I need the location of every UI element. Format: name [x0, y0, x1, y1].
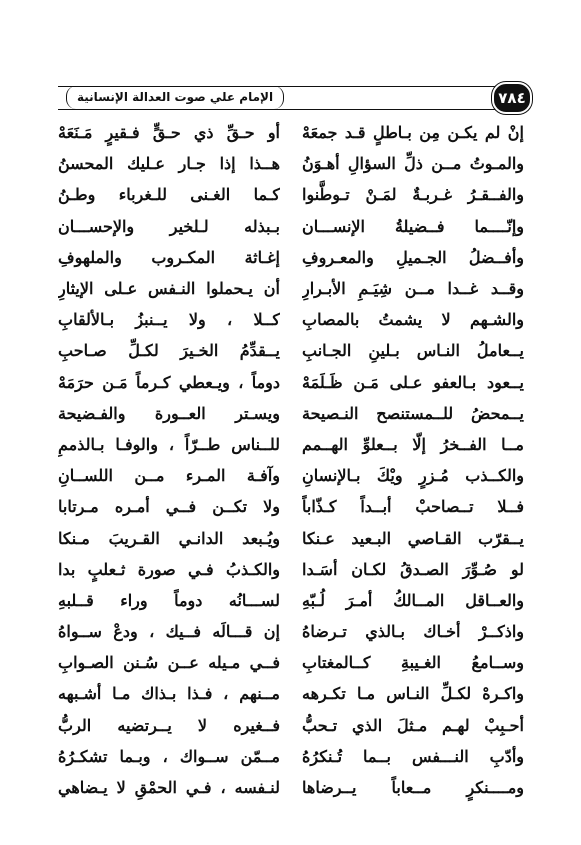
hemistich-left: ولا تكــن فــي أمـره مـرتابا: [58, 497, 280, 517]
hemistich-right: يــقرّب القـاصي البـعيد عـنكا: [302, 528, 524, 548]
hemistich-left: بـبذله لـلخير والإحســـان: [58, 216, 280, 236]
hemistich-left: إغـاثة المكـروب والملهوفِ: [58, 247, 280, 267]
hemistich-right: والشـهم لا يشمتُ بالمصابِ: [302, 310, 524, 330]
hemistich-right: يــمحضُ للــمستنصح النـصيحة: [302, 403, 524, 423]
verse: [58, 242, 524, 273]
verse: [58, 429, 524, 460]
hemistich-left: للــناس طــرّاً ، والوفـا بـالذممِ: [58, 434, 280, 454]
verse: [58, 585, 524, 616]
hemistich-right: واذكــرْ أخـاك بـالذي تـرضاهُ: [302, 622, 524, 642]
header-rule-bottom: [58, 109, 528, 110]
hemistich-left: مــمّن ســواك ، وبـما تشكـرُهُ: [58, 746, 280, 766]
verse: [58, 616, 524, 647]
hemistich-left: والكـذبُ فـي صورة ثـعلبٍ بدا: [58, 559, 280, 579]
verse: [58, 367, 524, 398]
verse: [58, 710, 524, 741]
hemistich-left: يــقدِّمُ الخـيرَ لكـلِّ صـاحبِ: [58, 341, 280, 361]
hemistich-right: يــعاملُ النـاس بـلينِ الجـانبِ: [302, 341, 524, 361]
verse: [58, 335, 524, 366]
page-number: ٧٨٤: [492, 82, 532, 114]
hemistich-right: وأفــضلُ الجـميلِ والمعـروفِ: [302, 247, 524, 267]
hemistich-left: دوماً ، ويـعطي كـرماً مَـن حرَمَهْ: [58, 372, 280, 392]
hemistich-left: أو حـقِّ ذي حـقٍّ فـقيرٍ مَـنَعَهْ: [58, 123, 280, 143]
hemistich-left: لســـانُه دوماً وراء قــلبهِ: [58, 590, 280, 610]
verse: [58, 398, 524, 429]
hemistich-right: وقــد غــدا مــن شِيَـمِ الأبـرارِ: [302, 279, 524, 299]
hemistich-left: هــذا إذا جـار عـليك المحسنُ: [58, 154, 280, 174]
hemistich-left: أن يـحملوا النـفس عـلى الإيثارِ: [58, 279, 280, 299]
verse: [58, 148, 524, 179]
hemistich-right: والفــقـرُ غـربـةٌ لمَـنْ تـوطَّنوا: [302, 185, 524, 205]
hemistich-left: ويُـبعد الدانـي القـريبَ مـنكا: [58, 528, 280, 548]
verse: [58, 491, 524, 522]
hemistich-right: ومــــنكرٍ مــعاباً يــرضاها: [302, 778, 524, 798]
hemistich-right: يــعود بـالعفو عـلى مَـن ظَـلَمَهْ: [302, 372, 524, 392]
hemistich-right: واكـرهْ لكـلِّ النـاس مـا تكـرهه: [302, 684, 524, 704]
verse: [58, 772, 524, 803]
hemistich-right: لو صُـوِّرَ الصـدقُ لكـان أسَـدا: [302, 559, 524, 579]
verse: [58, 211, 524, 242]
hemistich-right: أحـبِبْ لهـم مـثلَ الذي تـحبُّ: [302, 715, 524, 735]
verse: [58, 460, 524, 491]
verse: [58, 179, 524, 210]
poem: [58, 117, 524, 803]
verse: [58, 647, 524, 678]
hemistich-right: والكــذب مُـزرٍ ويْكَ بـالإنسانِ: [302, 466, 524, 486]
hemistich-right: وأدّبِ النـــفس بــما تُـنكرُهُ: [302, 746, 524, 766]
verse: [58, 741, 524, 772]
hemistich-right: وإنّــــما فــضيلةُ الإنســـان: [302, 216, 524, 236]
hemistich-left: مــنهم ، فـذا بـذاك مـا أشـبهه: [58, 684, 280, 704]
hemistich-right: إنْ لم يكـن مِن بـاطلٍ قـد جمعَهْ: [302, 123, 524, 143]
verse: [58, 117, 524, 148]
hemistich-left: فــي مـيله عــن سُـنن الصـوابِ: [58, 653, 280, 673]
hemistich-left: لنـفسه ، فـي الحمْقِ لا يـضاهي: [58, 778, 280, 798]
page-header: [58, 82, 528, 112]
hemistich-right: والعــاقل المــالكُ أمـرَ لُـبّهِ: [302, 590, 524, 610]
hemistich-right: والمـوتُ مــن ذلِّ السؤالِ أهـوَنُ: [302, 154, 524, 174]
verse: [58, 554, 524, 585]
hemistich-left: ويسـتر العــورة والفـضيحة: [58, 403, 280, 423]
verse: [58, 304, 524, 335]
running-head: الإمام علي صوت العدالة الإنسانية: [66, 86, 284, 109]
verse: [58, 273, 524, 304]
hemistich-left: كــلا ، ولا يــنبزُ بـالألقابِ: [58, 310, 280, 330]
hemistich-left: كـما الغـنى للـغرباء وطـنُ: [58, 185, 280, 205]
hemistich-left: فــغيره لا يــرتضيه الربُّ: [58, 715, 280, 735]
hemistich-left: إن قـــالَه فــيك ، ودعْ ســواهُ: [58, 622, 280, 642]
verse: [58, 522, 524, 553]
hemistich-right: مــا الفــخرُ إلّا بــعلوِّ الهــمم: [302, 434, 524, 454]
verse: [58, 678, 524, 709]
hemistich-left: وآفـة المـرء مــن اللســانِ: [58, 466, 280, 486]
hemistich-right: وســامعُ الغـيبةِ كــالمغتابِ: [302, 653, 524, 673]
hemistich-right: فــلا تــصاحبْ أبــداً كـذّاباً: [302, 497, 524, 517]
